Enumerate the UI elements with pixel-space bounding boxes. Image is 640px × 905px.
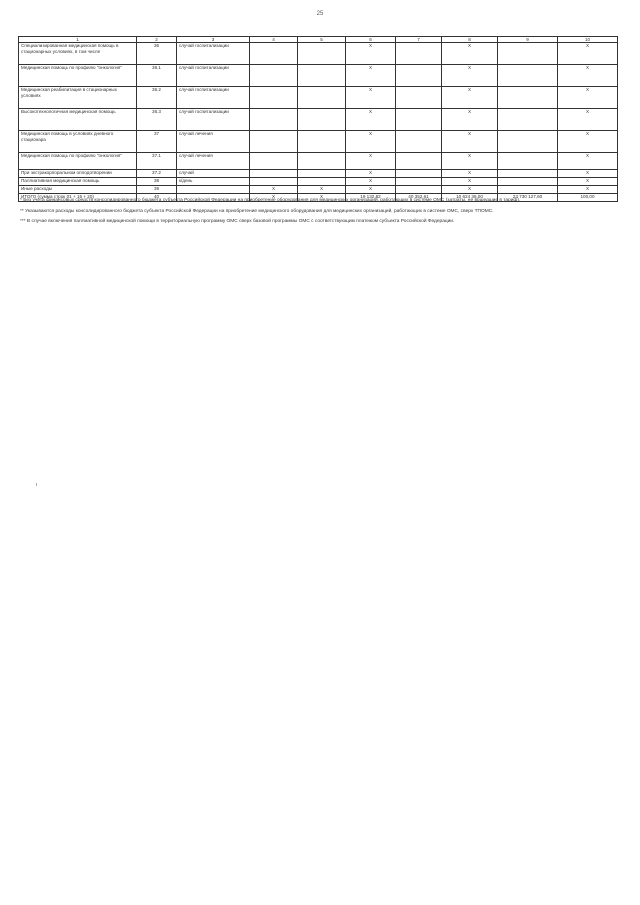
table-cell: X: [346, 65, 396, 87]
table-cell: X: [442, 65, 498, 87]
table-cell: X: [250, 186, 298, 194]
footnote-2: ** Указываются расходы консолидированного бюджета субъекта Российской Федерации на приобретение медицинского оборудования для медицинских организаций, работающих в системе ОМС, сверх ТПОМС.: [20, 208, 494, 214]
table-cell: X: [346, 87, 396, 109]
table-cell: 39: [137, 186, 177, 194]
header-cell: 1: [19, 37, 137, 43]
table-cell: 36: [137, 43, 177, 65]
table-row: [19, 131, 618, 153]
table-cell: X: [346, 186, 396, 194]
table-cell: X: [346, 43, 396, 65]
table-cell: 37.2: [137, 170, 177, 178]
table-cell: случай госпитализации: [177, 43, 250, 65]
table-row: [19, 65, 618, 87]
table-cell: X: [250, 194, 298, 202]
table-cell: X: [442, 43, 498, 65]
table-cell: X: [346, 170, 396, 178]
table-cell: X: [558, 43, 618, 65]
table-cell: 10 624 36,00: [442, 194, 498, 202]
table-cell: X: [346, 153, 396, 170]
table-cell: X: [442, 109, 498, 131]
table-cell: X: [442, 170, 498, 178]
table-cell: [396, 131, 442, 153]
header-cell: 9: [498, 37, 558, 43]
table-cell: X: [346, 131, 396, 153]
table-cell: случай лечения: [177, 131, 250, 153]
table-cell: X: [442, 178, 498, 186]
table-row: [19, 87, 618, 109]
table-cell: [250, 178, 298, 186]
table-cell: [250, 109, 298, 131]
table-cell: 37.1: [137, 153, 177, 170]
table-cell: случай госпитализации: [177, 65, 250, 87]
table-cell: [498, 131, 558, 153]
row-label-cell: Специализированная медицинская помощь в стационарных условиях, в том числе: [19, 43, 137, 65]
table-cell: [298, 153, 346, 170]
table-cell: [498, 170, 558, 178]
row-label-cell: Медицинская реабилитация в стационарных условиях: [19, 87, 137, 109]
footnote-3: *** В случае включения паллиативной медицинской помощи в территориальную программу ОМС сверх базовой программы ОМС с соответствующим платежом субъекта Российской Федерации.: [20, 219, 455, 225]
table-cell: 40 352,61: [396, 194, 442, 202]
table-cell: [250, 65, 298, 87]
table-cell: X: [558, 109, 618, 131]
header-cell: 10: [558, 37, 618, 43]
footnotes: [20, 198, 616, 230]
scan-mark: [36, 483, 37, 486]
table-cell: [498, 153, 558, 170]
table-cell: X: [558, 65, 618, 87]
table-cell: X: [442, 186, 498, 194]
table-cell: X: [298, 194, 346, 202]
table-cell: 100,00: [558, 194, 618, 202]
table-row: [19, 178, 618, 186]
row-label-cell: Медицинская помощь в условиях дневного стационара: [19, 131, 137, 153]
table-cell: [498, 65, 558, 87]
table-cell: X: [558, 178, 618, 186]
table-cell: [498, 109, 558, 131]
table-cell: [177, 186, 250, 194]
row-label-cell: Иные расходы: [19, 186, 137, 194]
table-cell: [298, 178, 346, 186]
table-cell: [396, 65, 442, 87]
table-row: [19, 43, 618, 65]
table-cell: [396, 178, 442, 186]
row-label-cell: Медицинская помощь по профилю "онкология": [19, 153, 137, 170]
table-cell: [250, 87, 298, 109]
table-cell: к/день: [177, 178, 250, 186]
table-cell: 38: [137, 178, 177, 186]
page-number: 25: [316, 11, 324, 17]
header-cell: 3: [177, 37, 250, 43]
table-cell: X: [558, 170, 618, 178]
table-row: [19, 186, 618, 194]
table-cell: [298, 87, 346, 109]
table-cell: 23 730 127,60: [498, 194, 558, 202]
row-label-cell: Медицинская помощь по профилю "онкология": [19, 65, 137, 87]
table-cell: [250, 153, 298, 170]
header-cell: 6: [346, 37, 396, 43]
table-cell: X: [442, 87, 498, 109]
table-cell: X: [558, 153, 618, 170]
table-cell: случай госпитализации: [177, 87, 250, 109]
header-cell: 4: [250, 37, 298, 43]
row-label-cell: При экстракорпоральном оплодотворении: [19, 170, 137, 178]
row-label-cell: Паллиативная медицинская помощь: [19, 178, 137, 186]
table-cell: [498, 186, 558, 194]
table-cell: [498, 178, 558, 186]
table-cell: [396, 87, 442, 109]
header-cell: 5: [298, 37, 346, 43]
row-label-cell: ИТОГО (сумма строк 01 + 15 + 20): [19, 194, 137, 202]
table-cell: [396, 153, 442, 170]
row-label-cell: Высокотехнологичная медицинская помощь: [19, 109, 137, 131]
table-cell: [298, 43, 346, 65]
header-cell: 8: [442, 37, 498, 43]
table-row: [19, 109, 618, 131]
table-cell: 36.2: [137, 87, 177, 109]
table-cell: X: [558, 87, 618, 109]
table-cell: случай лечения: [177, 153, 250, 170]
table-cell: [396, 170, 442, 178]
table-cell: 19 132,82: [346, 194, 396, 202]
table-cell: случай госпитализации: [177, 109, 250, 131]
table-cell: [298, 131, 346, 153]
table-cell: [298, 65, 346, 87]
table-cell: 37: [137, 131, 177, 153]
table-cell: X: [558, 186, 618, 194]
table-cell: [396, 43, 442, 65]
table-cell: [298, 170, 346, 178]
table-cell: X: [346, 178, 396, 186]
table-cell: 36.1: [137, 65, 177, 87]
table-cell: случай: [177, 170, 250, 178]
table-cell: [250, 170, 298, 178]
table-cell: [298, 109, 346, 131]
table-cell: X: [558, 131, 618, 153]
footnote-1: * Без учета финансовых средств консолидированного бюджета субъекта Российской Федерации на приобретение оборудования для медицинских организаций, работающих в системе ОМС (затраты, не вошедшие в тариф).: [20, 198, 521, 203]
table-cell: X: [442, 131, 498, 153]
table-cell: [396, 109, 442, 131]
header-cell: 7: [396, 37, 442, 43]
table-cell: [396, 186, 442, 194]
table-cell: X: [346, 109, 396, 131]
financing-table: [18, 36, 618, 202]
header-cell: 2: [137, 37, 177, 43]
table-cell: X: [442, 153, 498, 170]
table-cell: X: [298, 186, 346, 194]
table-cell: 36.3: [137, 109, 177, 131]
table-row: [19, 153, 618, 170]
table-cell: 40: [137, 194, 177, 202]
table-cell: [250, 43, 298, 65]
table-cell: [250, 131, 298, 153]
table-cell: [498, 87, 558, 109]
table-row: [19, 170, 618, 178]
table-cell: [498, 43, 558, 65]
